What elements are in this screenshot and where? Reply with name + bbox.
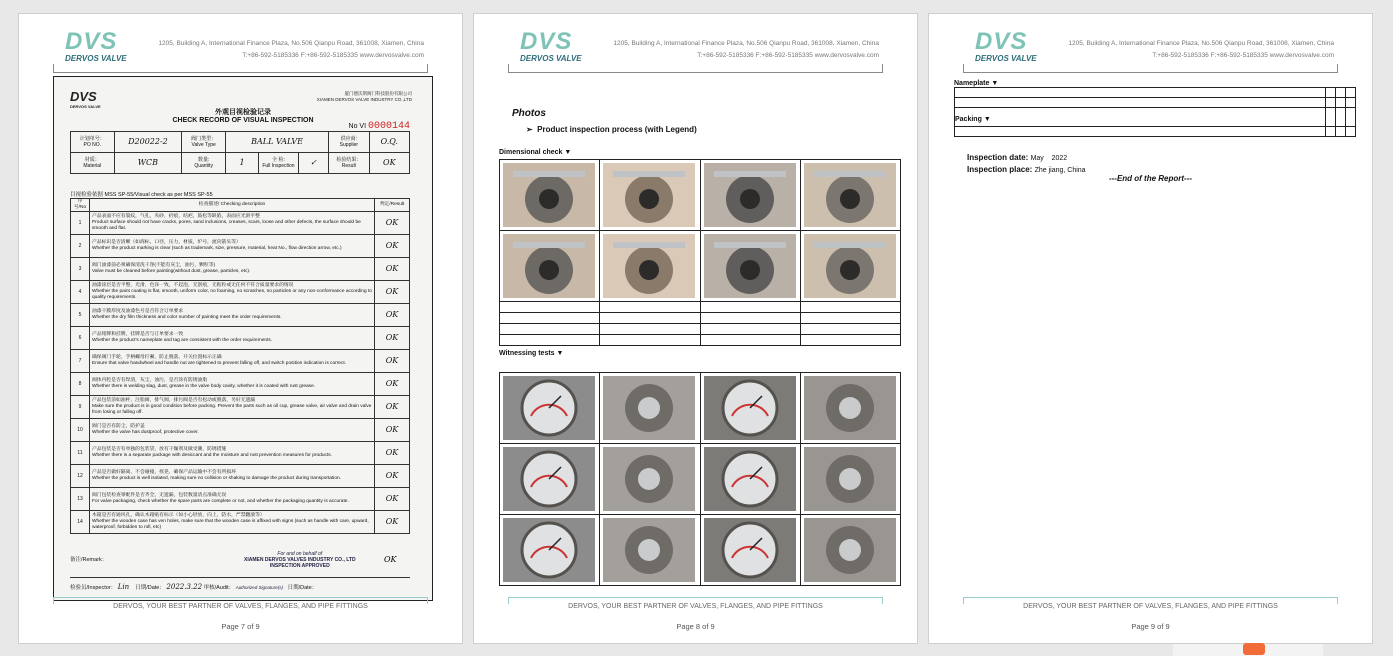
nameplate-section[interactable]: Nameplate ▼ xyxy=(954,80,999,87)
page-footer: DERVOS, YOUR BEST PARTNER OF VALVES, FLANGES, AND PIPE FITTINGS xyxy=(568,603,823,610)
company-logo: DVS DERVOS VALVE xyxy=(520,28,582,63)
header-address: 1205, Building A, International Finance Plaza, No.506 Qianpu Road, 361008, Xiamen, China T:+86-592-5185336 F:+86-592-5185335 www.dervosvalve.com xyxy=(613,40,879,59)
witnessing-test-photo[interactable] xyxy=(603,447,695,511)
table-row: 1 产品表面不应有裂纹，气孔，夹砂，折痕，结疤，鼓松等缺陷，表面应光滑平整 Product surface should not have cracks, pores, sand inclusions, creases, scars, loose and other defects, the surface should be smooth and flat. OK xyxy=(71,212,410,235)
table-row: 12 产品是否做好隔离，不会碰撞，摇晃，确保产品运输中不会有所损坏 Whether the product is well isolated, making sure no collision or shaking to damage the product during transportation. OK xyxy=(71,465,410,488)
witnessing-test-photo[interactable] xyxy=(804,376,896,440)
witnessing-test-photo[interactable] xyxy=(804,518,896,582)
page-number: Page 7 of 9 xyxy=(221,622,260,631)
header-address: 1205, Building A, International Finance Plaza, No.506 Qianpu Road, 361008, Xiamen, China T:+86-592-5185336 F:+86-592-5185335 www.dervosvalve.com xyxy=(158,40,424,59)
witnessing-test-photo[interactable] xyxy=(503,447,595,511)
dropdown-arrow-icon[interactable]: ▼ xyxy=(991,80,999,87)
inspection-basis: 目视检验依据 MSS SP-55/Visual check as per MSS SP-55 xyxy=(70,192,213,198)
dimensional-photos-grid xyxy=(499,159,901,346)
witnessing-test-photo[interactable] xyxy=(704,518,796,582)
header-address: 1205, Building A, International Finance Plaza, No.506 Qianpu Road, 361008, Xiamen, China T:+86-592-5185336 F:+86-592-5185335 www.dervosvalve.com xyxy=(1068,40,1334,59)
remark-label: 备注/Remark： xyxy=(70,557,108,563)
record-company: 厦门德沃斯阀门科技股份有限公司 XIAMEN DERVOS VALVE INDUSTRY CO.,LTD xyxy=(316,91,412,102)
table-row: 10 阀门是否有防尘，防护盖 Whether the valve has dustproof, protective cover. OK xyxy=(71,419,410,442)
approval-stamp: For and on behalf of XIAMEN DERVOS VALVES INDUSTRY CO., LTD INSPECTION APPROVED xyxy=(244,551,356,569)
end-of-report: ---End of the Report--- xyxy=(1108,174,1193,183)
nameplate-packing-table xyxy=(954,80,1356,137)
page-footer: DERVOS, YOUR BEST PARTNER OF VALVES, FLANGES, AND PIPE FITTINGS xyxy=(1023,603,1278,610)
record-title: 外观目视检验记录 CHECK RECORD OF VISUAL INSPECTION xyxy=(172,109,314,124)
page-9 xyxy=(928,13,1373,644)
signature-row: 检验员/Inspector： Lin 日期/Date： 2022.3.22 审核/Audit： Authorized Signature(s) 日期/Date： xyxy=(70,583,318,591)
witnessing-tests-section[interactable]: Witnessing tests ▼ xyxy=(499,350,564,357)
witnessing-photos-grid xyxy=(499,372,901,586)
dimensional-check-photo[interactable] xyxy=(704,234,796,298)
dropdown-arrow-icon[interactable]: ▼ xyxy=(564,149,572,156)
table-row: 13 阀门包装检查零配件是否齐全，无遗漏，包装数量清点准确无误 For valve packaging, check whether the spare parts are complete or not, and whether the packaging quantity is accurate. OK xyxy=(71,488,410,511)
table-row: 7 确保阀门手轮，手柄螺母拧紧，防止脱落，开关位置标示正确 Ensure that valve handwheel and handle nut are tightened to prevent falling off, and switch position indication is correct. OK xyxy=(71,350,410,373)
dimensional-check-photo[interactable] xyxy=(804,163,896,227)
record-logo: DVS DERVOS VALVE xyxy=(70,89,101,109)
table-row: 9 产品包装前如油杯，注脂阀，排气阀，排污阀是否有松动或脱落，另好无遗漏 Make sure the product is in good condition before packing. Prevent the parts such as oil cup, grease valve, air valve and drain valve from losing or falling off. OK xyxy=(71,396,410,419)
page-number: Page 8 of 9 xyxy=(676,622,715,631)
dimensional-check-photo[interactable] xyxy=(603,163,695,227)
table-row: 14 木箱是否有通风孔，确认木箱贴有标示（如小心轻放，向上，防水，严禁翻滚等） Whether the wooden case has ven holes, make sure that the wooden case is affixed with signs (such as handle with care, upward, waterproof, forbidden to roll, etc) OK xyxy=(71,511,410,534)
dimensional-check-photo[interactable] xyxy=(804,234,896,298)
photos-heading: Photos xyxy=(512,108,546,119)
table-row: 2 产品标识是否清晰（如商标，口径，压力，材质，炉号，流向箭头等） Whether the product marking is clear (such as trademark, size, pressure, material, heat No., flow direction arrow, etc.) OK xyxy=(71,235,410,258)
page-header xyxy=(929,14,1372,74)
company-logo: DVS DERVOS VALVE xyxy=(65,28,127,63)
inspection-info: Inspection date: May 2022 Inspection place: Zhe jiang, China xyxy=(967,153,1086,174)
table-row: 8 阀体内腔是否有焊渣，灰尘，油污，是否涂有防锈油脂 Whether there is welding slag, dust, grease in the valve body cavity, whether it is coated with rust grease. OK xyxy=(71,373,410,396)
page-header xyxy=(474,14,917,74)
table-row: 3 阀门油漆前必须确保清洗干净(不能有灰尘，油污，颗粒等) Valve must be cleaned before painting(without dust, grease, particles, etc). OK xyxy=(71,258,410,281)
dropdown-arrow-icon[interactable]: ▼ xyxy=(983,116,991,123)
floating-badge[interactable] xyxy=(1243,643,1265,655)
packing-section[interactable]: Packing ▼ xyxy=(955,116,991,123)
table-row: 5 油漆干膜厚度及油漆色号是否符合订单要求 Whether the dry film thickness and color number of painting meet the order requirements. OK xyxy=(71,304,410,327)
visual-inspection-record xyxy=(53,76,433,601)
witnessing-test-photo[interactable] xyxy=(804,447,896,511)
bullet-item: ➢ Product inspection process (with Legend) xyxy=(526,125,697,134)
table-row: 4 油漆涂层是否平整，光滑，色泽一致，不起泡，无刮痕，无粘粒或无任何不符合质量要求的情况 Whether the paint coating is flat, smooth, uniform color, no foaming, no scratches, no particles or any non-conformance according to quality requirements. OK xyxy=(71,281,410,304)
page-8 xyxy=(473,13,918,644)
witnessing-test-photo[interactable] xyxy=(503,518,595,582)
page-footer: DERVOS, YOUR BEST PARTNER OF VALVES, FLANGES, AND PIPE FITTINGS xyxy=(113,603,368,610)
dimensional-check-photo[interactable] xyxy=(503,234,595,298)
witnessing-test-photo[interactable] xyxy=(603,376,695,440)
witnessing-test-photo[interactable] xyxy=(704,376,796,440)
dimensional-check-photo[interactable] xyxy=(503,163,595,227)
dropdown-arrow-icon[interactable]: ▼ xyxy=(556,350,564,357)
witnessing-test-photo[interactable] xyxy=(704,447,796,511)
record-number: No VI 0000144 xyxy=(348,121,410,132)
dimensional-check-section[interactable]: Dimensional check ▼ xyxy=(499,149,572,156)
page-header xyxy=(19,14,462,74)
page-7 xyxy=(18,13,463,644)
table-row: 11 产品包装是否有单独的包装袋，放有干燥剂及做受潮，防锈措施 Whether there is a separate package with desiccant and the moisture and rust prevention measures for products. OK xyxy=(71,442,410,465)
table-row: 6 产品铭牌和挂牌，挂牌是否与订单要求一致 Whether the product's nameplate and tag are consistent with the order requirements. OK xyxy=(71,327,410,350)
witnessing-test-photo[interactable] xyxy=(503,376,595,440)
record-meta-table: 计划单号： PO NO. D20022-2 阀门类型： Valve Type BALL VALVE 供应商: Supplier O.Q. 材质： Material WCB 数量: Quantity 1 全 检: Full Inspection ✓ 检验结果： Result OK xyxy=(70,131,410,174)
dimensional-check-photo[interactable] xyxy=(704,163,796,227)
dimensional-check-photo[interactable] xyxy=(603,234,695,298)
page-number: Page 9 of 9 xyxy=(1131,622,1170,631)
company-logo: DVS DERVOS VALVE xyxy=(975,28,1037,63)
checking-items-table: 序号/No 检查描述/ Checking description 判定/Result 1 产品表面不应有裂纹，气孔，夹砂，折痕，结疤，鼓松等缺陷，表面应光滑平整 Product surface should not have cracks, pores, sand inclusions, creases, scars, loose and other defects, the surface should be smooth and flat. OK 2 产品标识是否清晰（如商标，口径，压力，材质，炉号，流向箭头等） Whether the product marking is clear (such as trademark, size, pressure, material, heat No., flow direction arrow, etc.) OK 3 阀门油漆前必须确保清洗干净(不能有灰尘，油污，颗粒等) Valve must be cleaned before painting(without dust, grease, particles, etc). OK 4 油漆涂层是否平整，光滑，色泽一致，不起泡，无刮痕，无粘粒或无任何不符合质量要求的情况 Whether the paint coating is flat, smooth, uniform color, no foaming, no scratches, no particles or any non-conformance according to quality requirements. OK 5 油漆干膜厚度及油漆色号是否符合订单要求 Whether the dry film thickness and color number of painting meet the order requirements. OK 6 产品铭牌和挂牌，挂牌是否与订单要求一致 Whether the product's nameplate and tag are consistent with the order requirements. OK 7 确保阀门手轮，手柄螺母拧紧，防止脱落，开关位置标示正确 Ensure that valve handwheel and handle nut are tightened to prevent falling off, and switch position indication is correct. OK 8 阀体内腔是否有焊渣，灰尘，油污，是否涂有防锈油脂 Whether there is welding slag, dust, grease in the valve body cavity, whether it is coated with rust grease. OK 9 产品包装前如油杯，注脂阀，排气阀，排污阀是否有松动或脱落，另好无遗漏 Make sure the product is in good condition before packing. Prevent the parts such as oil cup, grease valve, air valve and drain valve from losing or falling off. OK 10 阀门是否有防尘，防护盖 Whether the valve has dustproof, protective cover. OK 11 产品包装是否有单独的包装袋，放有干燥剂及做受潮，防锈措施 Whether there is a separate package with desiccant and the moisture and rust prevention measures for products. OK 12 产品是否做好隔离，不会碰撞，摇晃，确保产品运输中不会有所损坏 Whether the product is well isolated, making sure no collision or shaking to damage the product during transportation. OK 13 阀门包装检查零配件是否齐全，无遗漏，包装数量清点准确无误 For valve packaging, check whether the spare parts are complete or not, and whether the packaging quantity is accurate. OK 14 木箱是否有通风孔，确认木箱贴有标示（如小心轻放，向上，防水，严禁翻滚等） Whether the wooden case has ven holes, make sure that the wooden case is affixed with signs (such as handle with care, upward, waterproof, forbidden to roll, etc) OK xyxy=(70,198,410,534)
witnessing-test-photo[interactable] xyxy=(603,518,695,582)
remark-result: OK xyxy=(384,555,397,564)
